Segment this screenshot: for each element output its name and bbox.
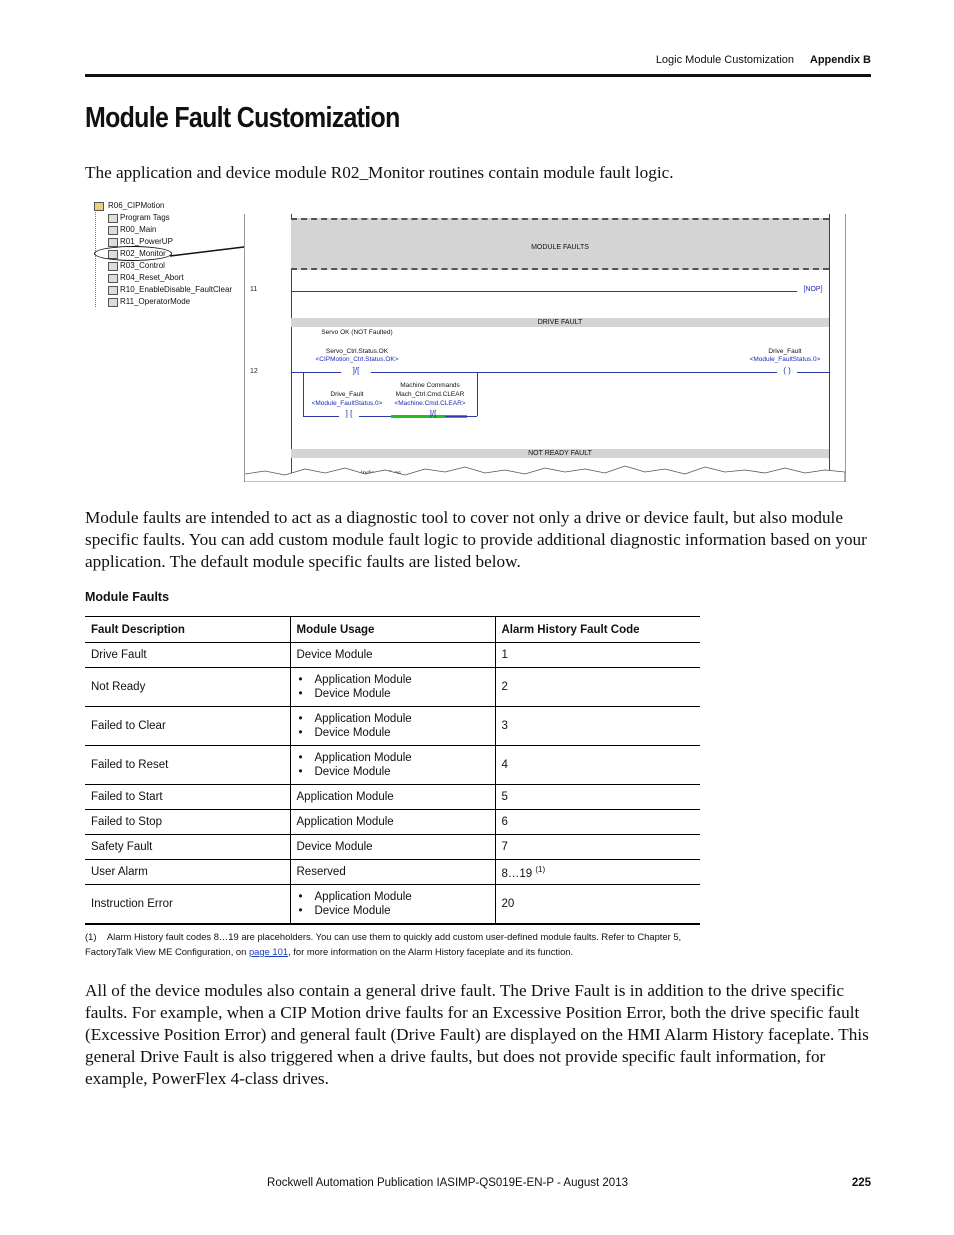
table-row — [85, 835, 700, 860]
rung-number-12: 12 — [250, 368, 258, 375]
usage-text: Application Module — [296, 791, 394, 803]
table-row — [85, 810, 700, 835]
routine-icon — [108, 262, 118, 271]
page-number: 225 — [851, 1177, 871, 1189]
fault-code-cell — [495, 860, 700, 885]
highlight-ellipse — [94, 246, 172, 261]
table-caption: Module Faults — [85, 590, 170, 604]
xic-contact-icon[interactable]: ] [ — [345, 409, 353, 418]
usage-text: Reserved — [296, 866, 346, 878]
fault-code: 4 — [501, 759, 508, 771]
module-usage-cell — [290, 746, 495, 785]
table-row — [85, 668, 700, 707]
rung-wire — [797, 372, 829, 373]
footnote-marker: (1) — [85, 931, 97, 942]
fault-code: 8…19 — [501, 867, 533, 880]
rung-wire — [371, 372, 777, 373]
servo-ok-alias: <CIPMotion_Ctrl.Status.OK> — [315, 356, 399, 363]
usage-list-item: • Device Module — [311, 726, 489, 740]
module-usage-cell — [290, 707, 495, 746]
tree-item-program-tags[interactable]: Program Tags — [120, 213, 170, 222]
usage-list-item: • Application Module — [311, 673, 489, 687]
fault-code: 1 — [501, 649, 508, 661]
tree-item-routine[interactable]: R10_EnableDisable_FaultClear — [120, 285, 232, 294]
page-title: Module Fault Customization — [85, 102, 400, 134]
usage-list-item: • Application Module — [311, 712, 489, 726]
tree-item-routine[interactable]: R04_Reset_Abort — [120, 273, 184, 282]
usage-text: Application Module — [296, 816, 394, 828]
header-section-title: Logic Module Customization — [655, 54, 794, 66]
fault-code-cell — [495, 810, 700, 835]
routine-icon — [108, 298, 118, 307]
body-paragraph-2: All of the device modules also contain a general drive fault. The Drive Fault is in addition to the drive specific faults. For example, when a CIP Motion drive faults for an Excessive Position Error, both the drive specific fault (Excessive Position Error) and general fault (Drive Fault) are displayed on the HMI Alarm History faceplate. This general Drive Fault is also triggered when a drive faults, but does not provide specific fault information, for example, PowerFlex 4-class drives. — [85, 981, 869, 1088]
tree-item-routine[interactable]: R11_OperatorMode — [120, 297, 190, 306]
column-header: Alarm History Fault Code — [495, 617, 700, 643]
branch-right — [477, 372, 478, 416]
machine-clear-alias: <Machine.Cmd.CLEAR> — [394, 400, 466, 407]
footnote-text-end: , for more information on the Alarm History faceplate and its function. — [288, 946, 574, 957]
table-row — [85, 643, 700, 668]
fault-code-cell — [495, 885, 700, 925]
machine-clear-tag: Mach_Ctrl.Cmd.CLEAR — [395, 391, 465, 398]
table-row — [85, 860, 700, 885]
fault-description-cell: Failed to Start — [85, 785, 290, 810]
fault-description-cell: Drive Fault — [85, 643, 290, 668]
body-paragraph-1: Module faults are intended to act as a diagnostic tool to cover not only a drive or device fault, but also module specific faults. You can add custom module fault logic to provide additional diagnostic information based on your application. The default module specific faults are listed below. — [85, 508, 867, 571]
fault-code: 7 — [501, 841, 508, 853]
ladder-logic-view — [244, 214, 846, 482]
fault-description-cell: Not Ready — [85, 668, 290, 707]
module-usage-cell — [290, 810, 495, 835]
fault-code-cell — [495, 643, 700, 668]
usage-list-item: • Application Module — [311, 751, 489, 765]
fault-description-cell: Safety Fault — [85, 835, 290, 860]
fault-code-cell — [495, 785, 700, 810]
fault-description-cell: Failed to Reset — [85, 746, 290, 785]
rung-number-11: 11 — [250, 286, 258, 293]
fault-code: 2 — [501, 681, 508, 693]
module-usage-cell — [290, 668, 495, 707]
branch-left — [303, 372, 304, 416]
torn-edge — [245, 460, 845, 482]
drive-fault-output-tag: Drive_Fault — [768, 348, 802, 355]
module-usage-cell — [290, 835, 495, 860]
fault-code: 5 — [501, 791, 508, 803]
fault-code-cell — [495, 707, 700, 746]
fault-description-cell: Instruction Error — [85, 885, 290, 925]
tags-icon — [108, 214, 118, 223]
xio-contact-icon[interactable]: ]/[ — [352, 366, 360, 375]
nop-instruction[interactable]: [NOP] — [803, 286, 823, 293]
rung-wire — [291, 372, 341, 373]
fault-code: 20 — [501, 898, 515, 910]
rung-wire — [291, 291, 797, 292]
module-faults-banner: MODULE FAULTS — [291, 218, 829, 270]
tree-item-routine[interactable]: R01_PowerUP — [120, 237, 173, 246]
servo-ok-tag: Servo_Ctrl.Status.OK — [325, 348, 389, 355]
usage-list-item: • Device Module — [311, 765, 489, 779]
fault-code: 3 — [501, 720, 508, 732]
usage-text: Device Module — [296, 841, 373, 853]
fault-code-cell — [495, 668, 700, 707]
right-power-rail — [829, 214, 830, 482]
usage-text: Device Module — [296, 649, 373, 661]
footnote-text: Alarm History fault codes 8…19 are placeholders. You can use them to quickly add custom user-defined module faults. Refer to Chapter 5, FactoryTalk View ME Configuration, on — [85, 931, 682, 957]
table-row — [85, 707, 700, 746]
column-header: Fault Description — [85, 617, 290, 643]
rung-wire — [303, 416, 339, 417]
routine-icon — [108, 286, 118, 295]
intro-paragraph: The application and device module R02_Monitor routines contain module fault logic. — [85, 163, 674, 182]
fault-code-cell — [495, 835, 700, 860]
usage-list-item: • Application Module — [311, 890, 489, 904]
xio-contact-icon[interactable]: ]/[ — [429, 409, 437, 418]
table-row — [85, 785, 700, 810]
fault-code-cell — [495, 746, 700, 785]
tree-item-routine-selected[interactable]: R02_Monitor — [120, 249, 166, 258]
table-footnote — [85, 929, 705, 959]
usage-list-item: • Device Module — [311, 904, 489, 918]
tree-item-routine[interactable]: R03_Control — [120, 261, 165, 270]
drive-fault-seal-tag: Drive_Fault — [330, 391, 364, 398]
usage-list-item: • Device Module — [311, 687, 489, 701]
header-rule — [85, 74, 871, 77]
footnote-reference[interactable]: (1) — [535, 864, 546, 874]
module-usage-cell — [290, 860, 495, 885]
tree-item-routine[interactable]: R00_Main — [120, 225, 156, 234]
tree-connector — [95, 207, 97, 307]
drive-fault-bar: DRIVE FAULT — [291, 318, 829, 327]
servo-ok-description: Servo OK (NOT Faulted) — [321, 329, 393, 336]
drive-fault-seal-alias: <Module_FaultStatus.0> — [311, 400, 383, 407]
module-usage-cell — [290, 643, 495, 668]
folder-icon — [94, 202, 104, 211]
drive-fault-output-alias: <Module_FaultStatus.0> — [749, 356, 821, 363]
page-link[interactable]: page 101 — [248, 946, 289, 957]
header-appendix-label: Appendix B — [809, 54, 871, 66]
table-header-row — [85, 617, 700, 643]
column-header: Module Usage — [290, 617, 495, 643]
routine-icon — [108, 274, 118, 283]
module-usage-cell — [290, 885, 495, 925]
output-coil-icon[interactable]: ( ) — [783, 366, 791, 375]
module-faults-table — [85, 616, 700, 925]
table-row — [85, 746, 700, 785]
not-ready-fault-bar: NOT READY FAULT — [291, 449, 829, 458]
machine-commands-description: Machine Commands — [400, 382, 460, 389]
footer-publication: Rockwell Automation Publication IASIMP-QS019E-EN-P - August 2013 — [267, 1177, 628, 1189]
tree-item-program[interactable]: R06_CIPMotion — [108, 201, 164, 210]
table-row — [85, 885, 700, 925]
rung-wire — [445, 416, 477, 417]
fault-description-cell: User Alarm — [85, 860, 290, 885]
routine-icon — [108, 226, 118, 235]
fault-description-cell: Failed to Stop — [85, 810, 290, 835]
fault-description-cell: Failed to Clear — [85, 707, 290, 746]
module-usage-cell — [290, 785, 495, 810]
fault-code: 6 — [501, 816, 508, 828]
